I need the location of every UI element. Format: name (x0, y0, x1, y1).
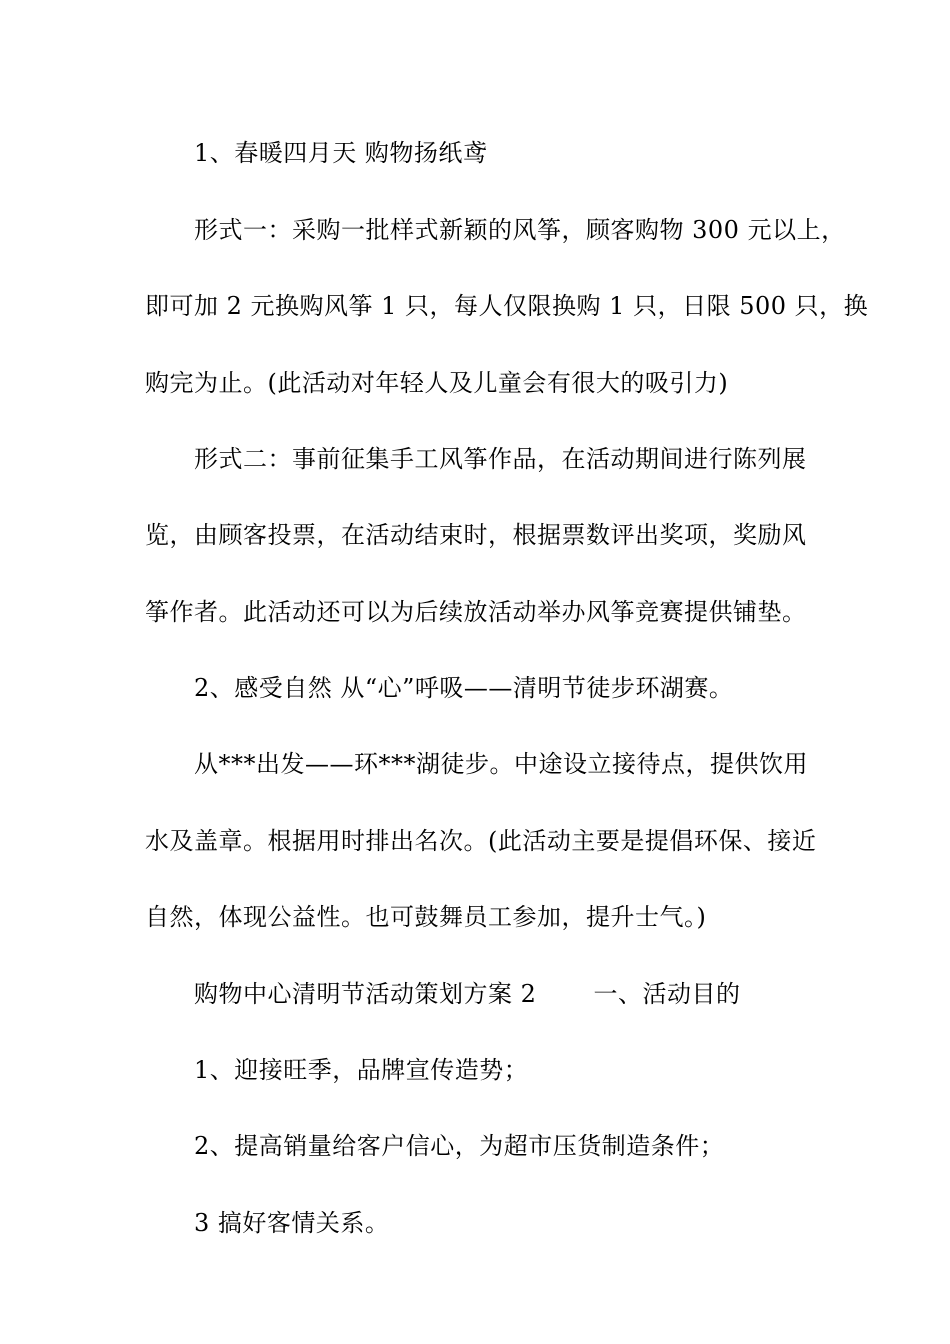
paragraph-line: 形式二：事前征集手工风筝作品，在活动期间进行陈列展 (194, 445, 807, 473)
paragraph-line: 从***出发——环***湖徒步。中途设立接待点，提供饮用 (194, 750, 808, 778)
list-item: 1、迎接旺季，品牌宣传造势； (194, 1056, 529, 1084)
list-item: 3 搞好客情关系。 (194, 1209, 390, 1237)
section-heading-kite: 1、春暖四月天 购物扬纸鸢 (194, 139, 488, 167)
plan-title: 购物中心清明节活动策划方案 2 一、活动目的 (194, 980, 741, 1008)
paragraph-line: 自然，体现公益性。也可鼓舞员工参加，提升士气。) (145, 903, 707, 931)
list-item: 2、提高销量给客户信心，为超市压货制造条件； (194, 1132, 725, 1160)
paragraph-line: 筝作者。此活动还可以为后续放活动举办风筝竞赛提供铺垫。 (145, 598, 807, 626)
section-heading-walk: 2、感受自然 从“心”呼吸——清明节徒步环湖赛。 (194, 674, 734, 702)
paragraph-line: 即可加 2 元换购风筝 1 只，每人仅限换购 1 只，日限 500 只，换 (145, 292, 869, 320)
paragraph-line: 水及盖章。根据用时排出名次。(此活动主要是提倡环保、接近 (145, 827, 817, 855)
paragraph-line: 形式一：采购一批样式新颖的风筝，顾客购物 300 元以上， (194, 216, 846, 244)
paragraph-line: 购完为止。(此活动对年轻人及儿童会有很大的吸引力) (145, 369, 729, 397)
paragraph-line: 览，由顾客投票，在活动结束时，根据票数评出奖项，奖励风 (145, 521, 807, 549)
